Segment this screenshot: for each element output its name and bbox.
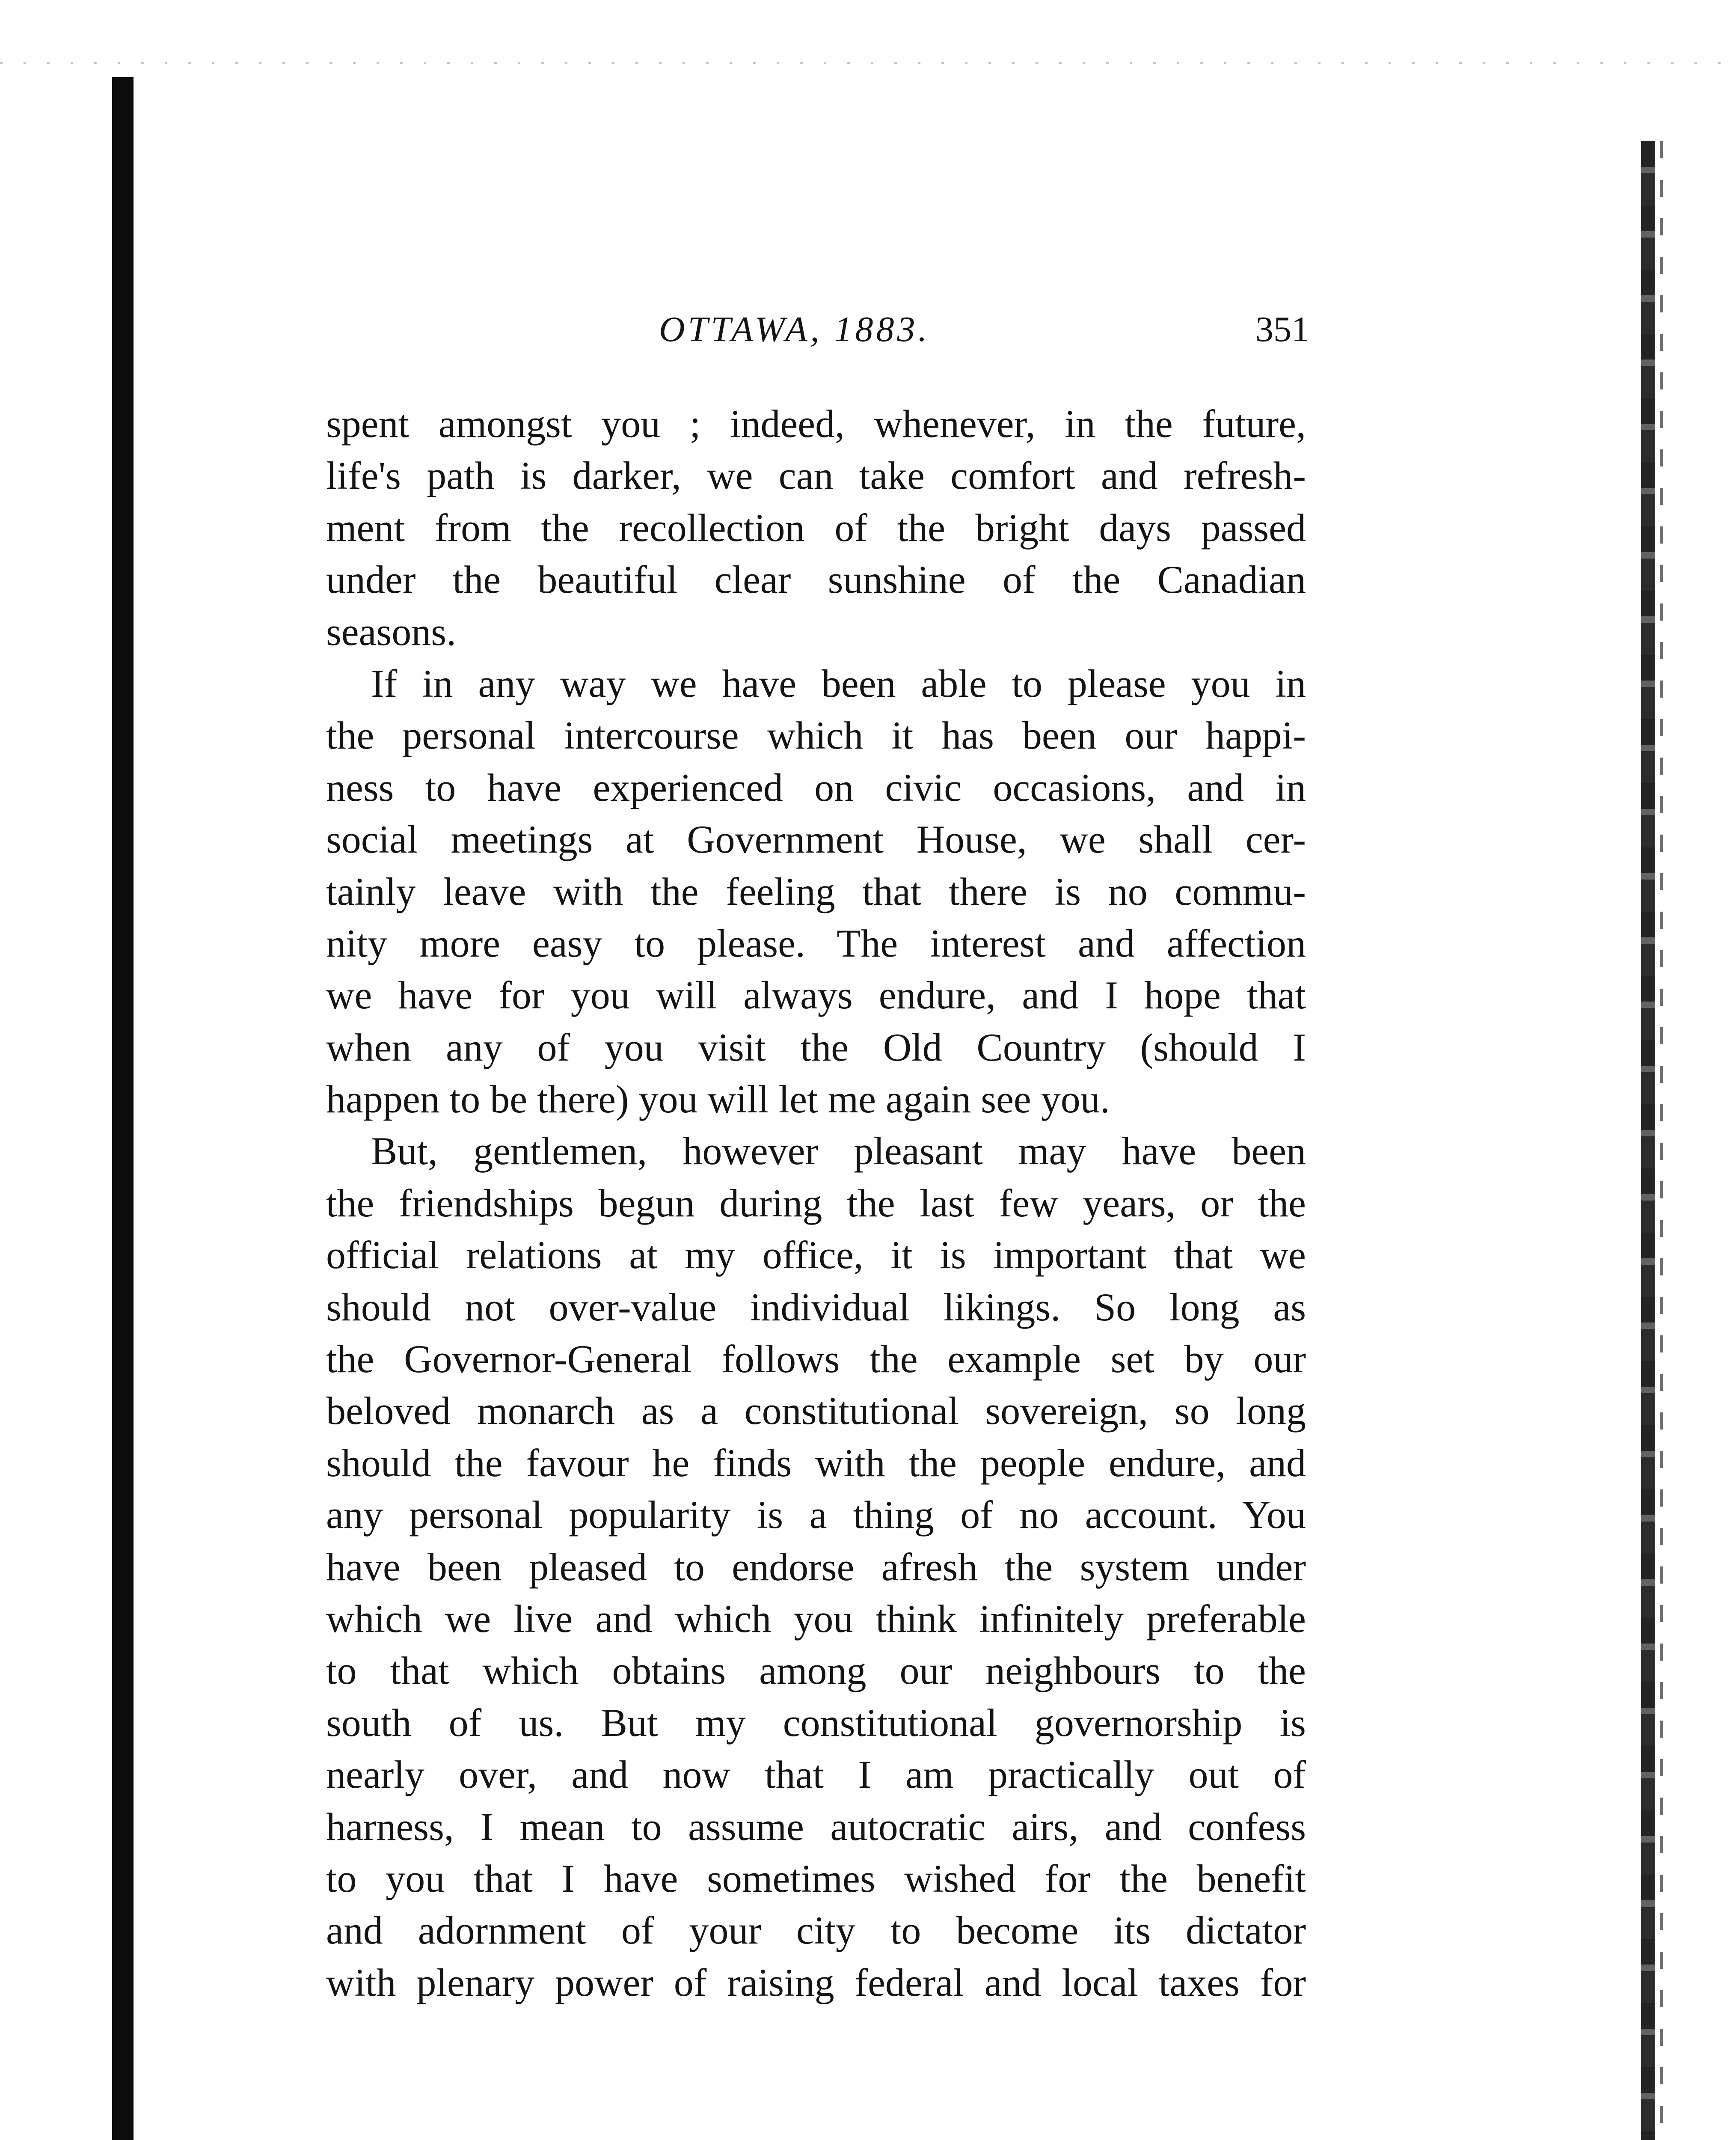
text-line: tainly leave with the feeling that there is no commu- — [326, 869, 1306, 913]
text-line: have been pleased to endorse afresh the system under — [326, 1545, 1306, 1589]
text-line: beloved monarch as a constitutional sovereign, so long — [326, 1389, 1306, 1433]
page-number: 351 — [1255, 309, 1309, 349]
text-line: nearly over, and now that I am practically out of — [326, 1753, 1306, 1797]
text-line: and adornment of your city to become its dictator — [326, 1908, 1306, 1953]
body-text — [326, 398, 1306, 2009]
text-line: any personal popularity is a thing of no account. You — [326, 1493, 1306, 1537]
text-line: But, gentlemen, however pleasant may have been — [371, 1129, 1306, 1173]
scan-page-edge-right-secondary — [1660, 141, 1663, 2140]
text-line: seasons. — [326, 609, 457, 654]
running-title: OTTAWA, 1883. — [659, 309, 930, 349]
text-line: which we live and which you think infinitely preferable — [326, 1596, 1306, 1641]
scan-noise-top — [0, 62, 1736, 64]
text-line: we have for you will always endure, and I hope that — [326, 973, 1306, 1017]
text-line: nity more easy to please. The interest and affection — [326, 921, 1306, 965]
text-line: life's path is darker, we can take comfort and refresh- — [326, 454, 1306, 498]
text-line: spent amongst you ; indeed, whenever, in the future, — [326, 402, 1306, 446]
text-line: If in any way we have been able to please you in — [371, 661, 1306, 705]
text-line: the Governor-General follows the example set by our — [326, 1337, 1306, 1381]
text-line: should not over-value individual likings. So long as — [326, 1285, 1306, 1329]
text-line: to you that I have sometimes wished for the benefit — [326, 1856, 1306, 1900]
text-line: the personal intercourse which it has been our happi- — [326, 713, 1306, 758]
text-line: happen to be there) you will let me again see you. — [326, 1077, 1110, 1121]
scan-page-edge-right — [1641, 141, 1655, 2140]
text-line: to that which obtains among our neighbours to the — [326, 1649, 1306, 1693]
text-line: when any of you visit the Old Country (should I — [326, 1025, 1306, 1069]
text-line: official relations at my office, it is important that we — [326, 1233, 1306, 1277]
page-header — [325, 306, 1309, 353]
text-line: with plenary power of raising federal and local taxes for — [326, 1960, 1306, 2004]
text-line: should the favour he finds with the people endure, and — [326, 1441, 1306, 1485]
text-line: south of us. But my constitutional governorship is — [326, 1700, 1306, 1745]
text-line: the friendships begun during the last few years, or the — [326, 1181, 1306, 1225]
text-line: ness to have experienced on civic occasions, and in — [326, 765, 1306, 809]
text-line: ment from the recollection of the bright days passed — [326, 505, 1306, 550]
scan-binding-shadow-left — [112, 77, 134, 2140]
text-line: harness, I mean to assume autocratic airs, and confess — [326, 1804, 1306, 1849]
text-line: under the beautiful clear sunshine of the Canadian — [326, 558, 1306, 602]
text-line: social meetings at Government House, we shall cer- — [326, 817, 1306, 862]
